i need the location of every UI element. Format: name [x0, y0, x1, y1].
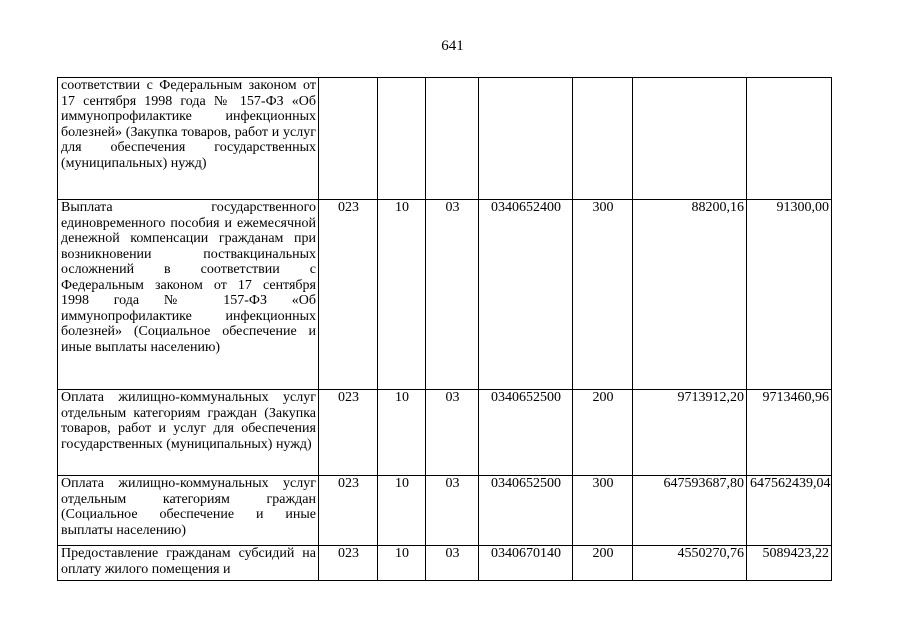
table-row — [58, 390, 832, 476]
budget-table — [57, 77, 832, 581]
target-article-code: 0340652500 — [479, 390, 573, 476]
section-code: 10 — [378, 476, 426, 546]
table-row — [58, 200, 832, 390]
table-row — [58, 476, 832, 546]
row-name: Предоставление гражданам субсидий на оплату жилого помещения и — [58, 546, 319, 581]
ministry-code: 023 — [319, 546, 378, 581]
target-article-code: 0340670140 — [479, 546, 573, 581]
expense-type-code: 300 — [573, 200, 633, 390]
section-code: 10 — [378, 546, 426, 581]
expense-type-code — [573, 78, 633, 200]
page-number: 641 — [441, 38, 464, 54]
amount-year-2: 9713460,96 — [747, 390, 832, 476]
table-row — [58, 78, 832, 200]
subsection-code — [426, 78, 479, 200]
target-article-code — [479, 78, 573, 200]
table-row — [58, 546, 832, 581]
amount-year-1: 647593687,80 — [633, 476, 747, 546]
amount-year-2: 5089423,22 — [747, 546, 832, 581]
subsection-code: 03 — [426, 476, 479, 546]
ministry-code — [319, 78, 378, 200]
ministry-code: 023 — [319, 200, 378, 390]
row-name: соответствии с Федеральным законом от 17 сентября 1998 года № 157-ФЗ «Об иммунопрофилактике инфекционных болезней» (Закупка товаров, работ и услуг для обеспечения государственных (муниципальных) нужд) — [58, 78, 319, 200]
subsection-code: 03 — [426, 200, 479, 390]
target-article-code: 0340652400 — [479, 200, 573, 390]
row-name: Оплата жилищно-коммунальных услуг отдельным категориям граждан (Закупка товаров, работ и услуг для обеспечения государственных (муниципальных) нужд) — [58, 390, 319, 476]
subsection-code: 03 — [426, 390, 479, 476]
amount-year-2 — [747, 78, 832, 200]
amount-year-1 — [633, 78, 747, 200]
amount-year-1: 88200,16 — [633, 200, 747, 390]
target-article-code: 0340652500 — [479, 476, 573, 546]
expense-type-code: 200 — [573, 390, 633, 476]
expense-type-code: 200 — [573, 546, 633, 581]
section-code — [378, 78, 426, 200]
subsection-code: 03 — [426, 546, 479, 581]
row-name: Выплата государственного единовременного пособия и ежемесячной денежной компенсации гражданам при возникновении поствакцинальных осложнений в соответствии с Федеральным законом от 17 сентября 1998 года № 157-ФЗ «Об иммунопрофилактике инфекционных болезней» (Социальное обеспечение и иные выплаты населению) — [58, 200, 319, 390]
amount-year-1: 4550270,76 — [633, 546, 747, 581]
section-code: 10 — [378, 200, 426, 390]
expense-type-code: 300 — [573, 476, 633, 546]
row-name: Оплата жилищно-коммунальных услуг отдельным категориям граждан (Социальное обеспечение и иные выплаты населению) — [58, 476, 319, 546]
ministry-code: 023 — [319, 390, 378, 476]
amount-year-1: 9713912,20 — [633, 390, 747, 476]
amount-year-2: 91300,00 — [747, 200, 832, 390]
ministry-code: 023 — [319, 476, 378, 546]
amount-year-2: 647562439,04 — [747, 476, 832, 546]
section-code: 10 — [378, 390, 426, 476]
